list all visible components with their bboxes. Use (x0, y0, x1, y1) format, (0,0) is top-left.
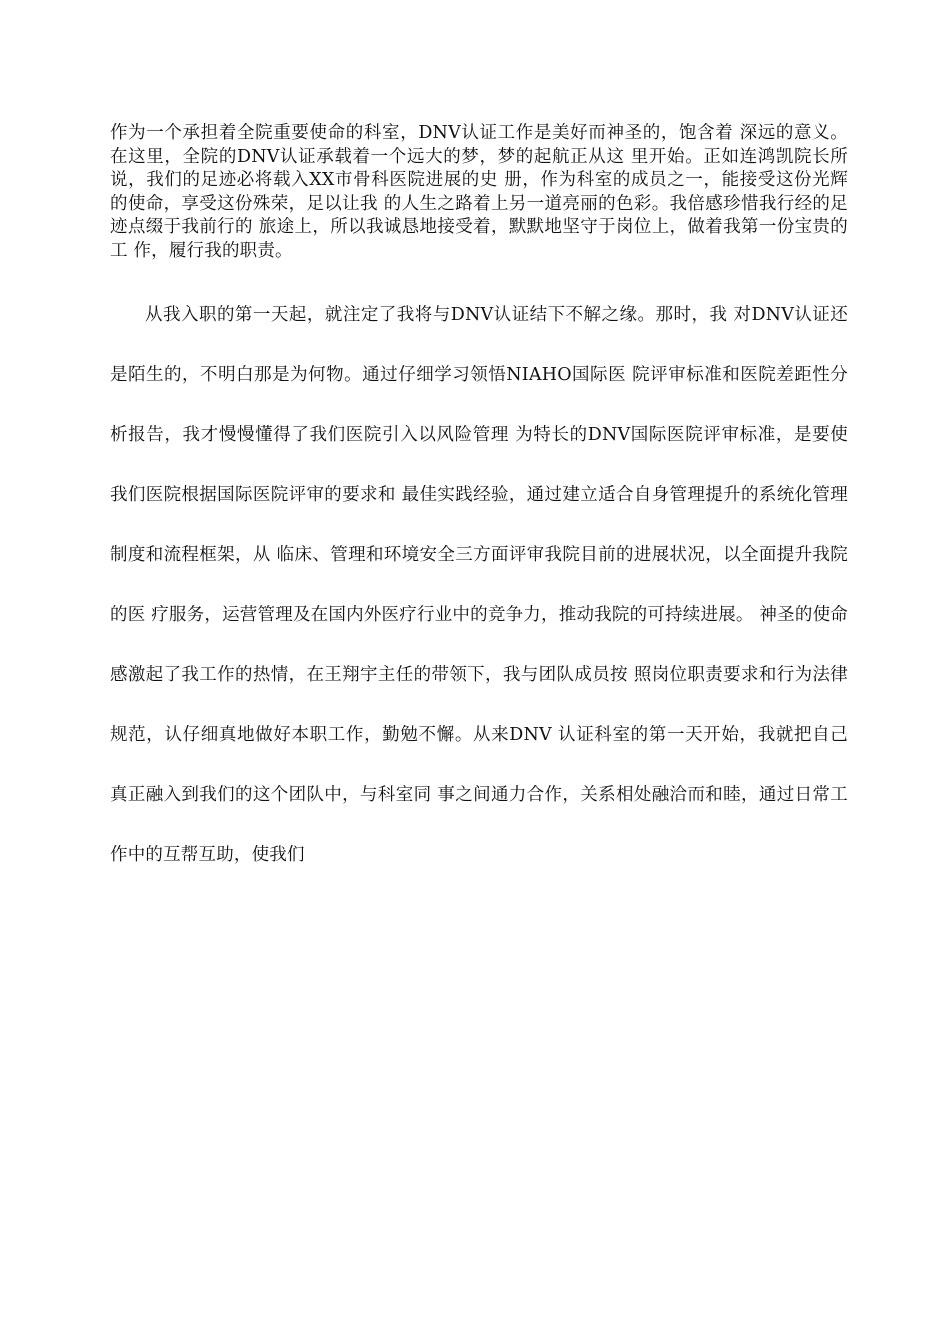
paragraph-2: 从我入职的第一天起，就注定了我将与DNV认证结下不解之缘。那时，我 对DNV认证还是陌生的，不明白那是为何物。通过仔细学习领悟NIAHO国际医 院评审标准和医院差距性分析报告，我才慢慢懂得了我们医院引入以风险管理 为特长的DNV国际医院评审标准，是要使我们医院根据国际医院评审的要求和 最佳实践经验，通过建立适合自身管理提升的系统化管理制度和流程框架，从 临床、管理和环境安全三方面评审我院目前的进展状况，以全面提升我院的医 疗服务，运营管理及在国内外医疗行业中的竞争力，推动我院的可持续进展。 神圣的使命感激起了我工作的热情，在王翔宇主任的带领下，我与团队成员按 照岗位职责要求和行为法律规范，认仔细真地做好本职工作，勤勉不懈。从来DNV 认证科室的第一天开始，我就把自己真正融入到我们的这个团队中，与科室同 事之间通力合作，关系相处融洽而和睦，通过日常工作中的互帮互助，使我们 (110, 305, 848, 865)
paragraph-1: 作为一个承担着全院重要使命的科室，DNV认证工作是美好而神圣的，饱含着 深远的意义。在这里，全院的DNV认证承载着一个远大的梦，梦的起航正从这 里开始。正如连鸿凯院长所说，我们的足迹必将载入XX市骨科医院进展的史 册，作为科室的成员之一，能接受这份光辉的使命，享受这份殊荣，足以让我 的人生之路着上另一道亮丽的色彩。我倍感珍惜我行经的足迹点缀于我前行的 旅途上，所以我诚恳地接受着，默默地坚守于岗位上，做着我第一份宝贵的工 作，履行我的职责。 (110, 123, 848, 261)
document-body (110, 122, 848, 885)
